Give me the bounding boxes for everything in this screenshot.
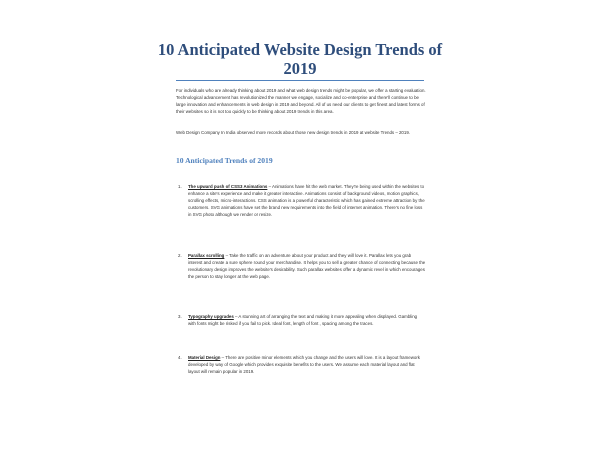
list-item-text: – Take the traffic on an adventure about your product and they will love it. Parallax lets you grab interest and create a sure sphere round your merchandise. It helps you to sell a greater chance of connecting because the revolutionary design improves the website's desirability. Such parallax websites offer a dynamic revel in which encourages the person to stay longer at the web page. bbox=[188, 253, 426, 280]
list-item-term: Typography upgrades bbox=[188, 314, 234, 319]
list-item-term: The upward push of CSS3 Animations bbox=[188, 184, 268, 189]
list-item-text: – A stunning art of arranging the text and making it more appealing when displayed. Gambling with fonts might be risked if you fail to pick. Ideal font, length of font , spacing among the traces. bbox=[188, 314, 418, 327]
list-item bbox=[178, 183, 426, 218]
list-item-term: Parallax scrolling bbox=[188, 253, 225, 258]
list-item-number: 3. bbox=[178, 314, 182, 319]
list-item-number: 2. bbox=[178, 253, 182, 258]
intro-paragraph-1: For individuals who are already thinking about 2019 and what web design trends might be popular, we offer a starting evaluation. Technological advancement has revolutionized the manner we engage, socialize and co-enterprise and there'll continue to be large innovation and enhancements in web design in 2019 and beyond. All of us need our clients to get finest and latest forms of their websites so it is not too quickly to be thinking about 2019 trends in this area. bbox=[176, 88, 426, 115]
list-item-number: 1. bbox=[178, 184, 182, 189]
list-item-text: – There are positive minor elements which you change and the users will love. It is a layout framework developed by way of Google which provides exquisite benefits to the users. We assume each material layout and flat layout will remain popular in 2019. bbox=[188, 355, 420, 375]
title-divider bbox=[176, 80, 424, 81]
intro-paragraph-2: Web Design Company In India observed more records about those new design trends in 2019 at website Trends – 2019. bbox=[176, 130, 410, 135]
list-item-text: – Animations have hit the web market. They're being used within the websites to enhance a site's experience and make it greater interactive. Animations consist of background videos, motion graphics, scrolling effects, micro-interactions. CSS animation is a powerful characteristic which has gained extreme attraction by the customers. SVG animations have set the brand new requirements into the field of internet animation. There's no fine loss in SVG photo although we render or resize. bbox=[188, 184, 425, 218]
list-item-term: Material Design bbox=[188, 355, 221, 360]
list-item bbox=[178, 313, 426, 327]
list-item-number: 4. bbox=[178, 355, 182, 360]
list-item bbox=[178, 354, 426, 375]
list-item bbox=[178, 252, 426, 280]
document-title: 10 Anticipated Website Design Trends of 2019 bbox=[157, 40, 443, 78]
section-heading: 10 Anticipated Trends of 2019 bbox=[176, 156, 273, 165]
